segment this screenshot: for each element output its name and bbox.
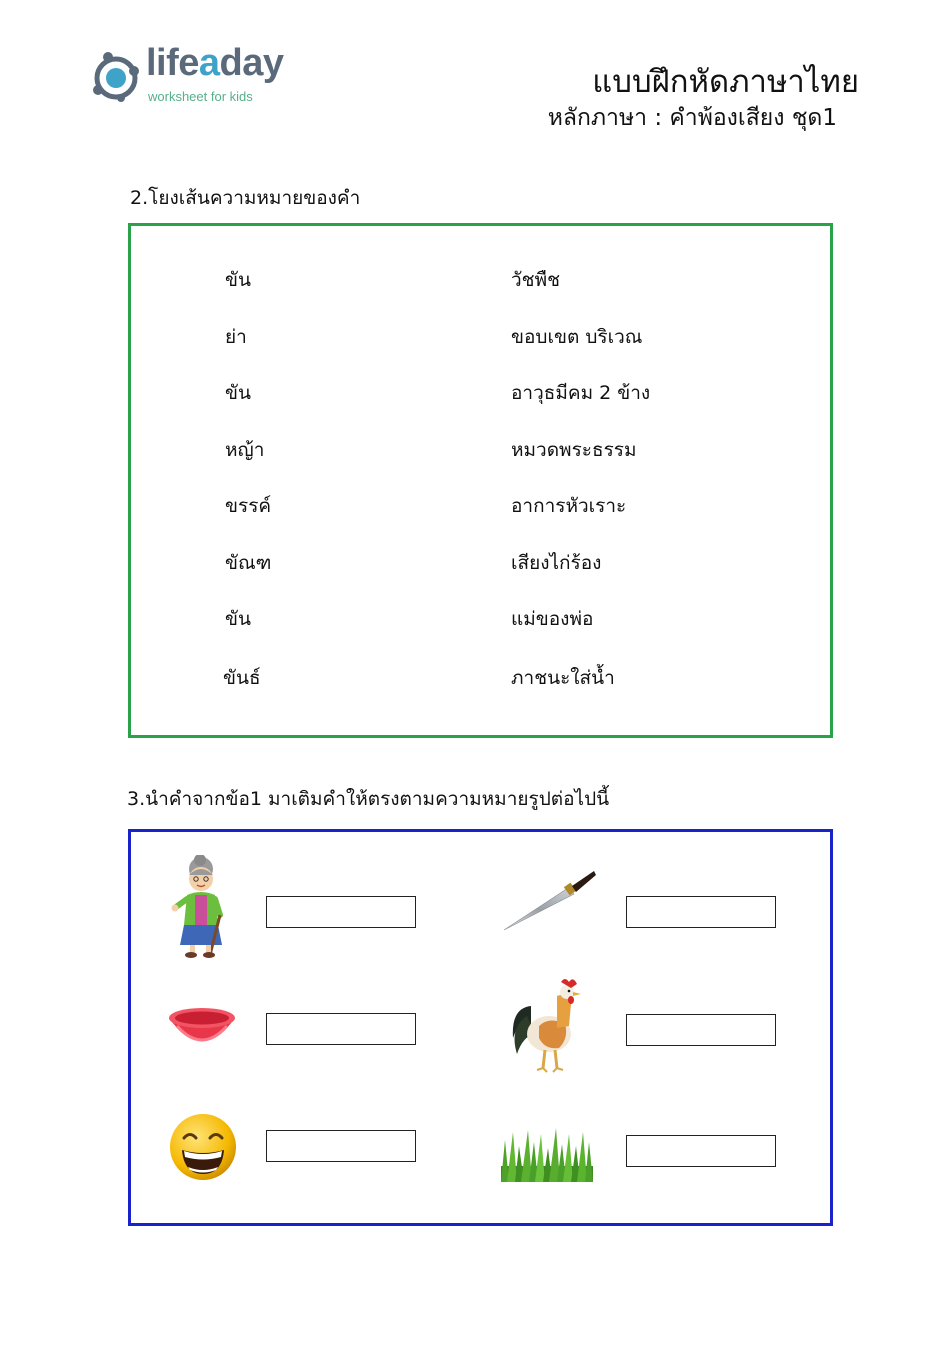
answer-box-bowl[interactable] <box>266 1013 416 1045</box>
right-word: ภาชนะใส่น้ำ <box>511 667 615 689</box>
page-subtitle: หลักภาษา : คำพ้องเสียง ชุด1 <box>547 105 837 131</box>
laughing-face-icon <box>168 1112 238 1182</box>
right-word: เสียงไก่ร้อง <box>511 552 602 574</box>
left-word: ขัน <box>225 382 251 404</box>
right-word: วัชพืช <box>511 269 560 291</box>
logo-molecule-icon <box>88 50 144 106</box>
right-word: แม่ของพ่อ <box>511 608 594 630</box>
left-word: ขรรค์ <box>225 495 272 517</box>
left-word: ขัน <box>225 608 251 630</box>
section3-title: 3.นำคำจากข้อ1 มาเติมคำให้ตรงตามความหมายรูปต่อไปนี้ <box>127 788 610 810</box>
left-word: ขันธ์ <box>223 667 261 689</box>
right-word: ขอบเขต บริเวณ <box>511 326 643 348</box>
answer-box-sword[interactable] <box>626 896 776 928</box>
answer-box-laughing-face[interactable] <box>266 1130 416 1162</box>
rooster-icon <box>509 976 585 1076</box>
right-word: อาการหัวเราะ <box>511 495 627 517</box>
matching-box <box>128 223 833 738</box>
logo <box>88 42 298 112</box>
left-word: หญ้า <box>225 439 265 461</box>
grass-icon <box>501 1128 593 1182</box>
page-title: แบบฝึกหัดภาษาไทย <box>592 64 859 100</box>
left-word: ย่า <box>225 326 247 348</box>
left-word: ขัณฑ <box>225 552 272 574</box>
logo-tagline: worksheet for kids <box>148 89 253 104</box>
right-word: หมวดพระธรรม <box>511 439 637 461</box>
sword-icon <box>502 868 597 934</box>
right-word: อาวุธมีคม 2 ข้าง <box>511 382 651 404</box>
section2-title: 2.โยงเส้นความหมายของคำ <box>130 187 361 209</box>
left-word: ขัน <box>225 269 251 291</box>
logo-brand: lifeaday <box>146 42 284 84</box>
answer-box-grandmother[interactable] <box>266 896 416 928</box>
answer-box-rooster[interactable] <box>626 1014 776 1046</box>
grandmother-icon <box>170 855 232 959</box>
bowl-icon <box>167 1004 237 1054</box>
answer-box-grass[interactable] <box>626 1135 776 1167</box>
